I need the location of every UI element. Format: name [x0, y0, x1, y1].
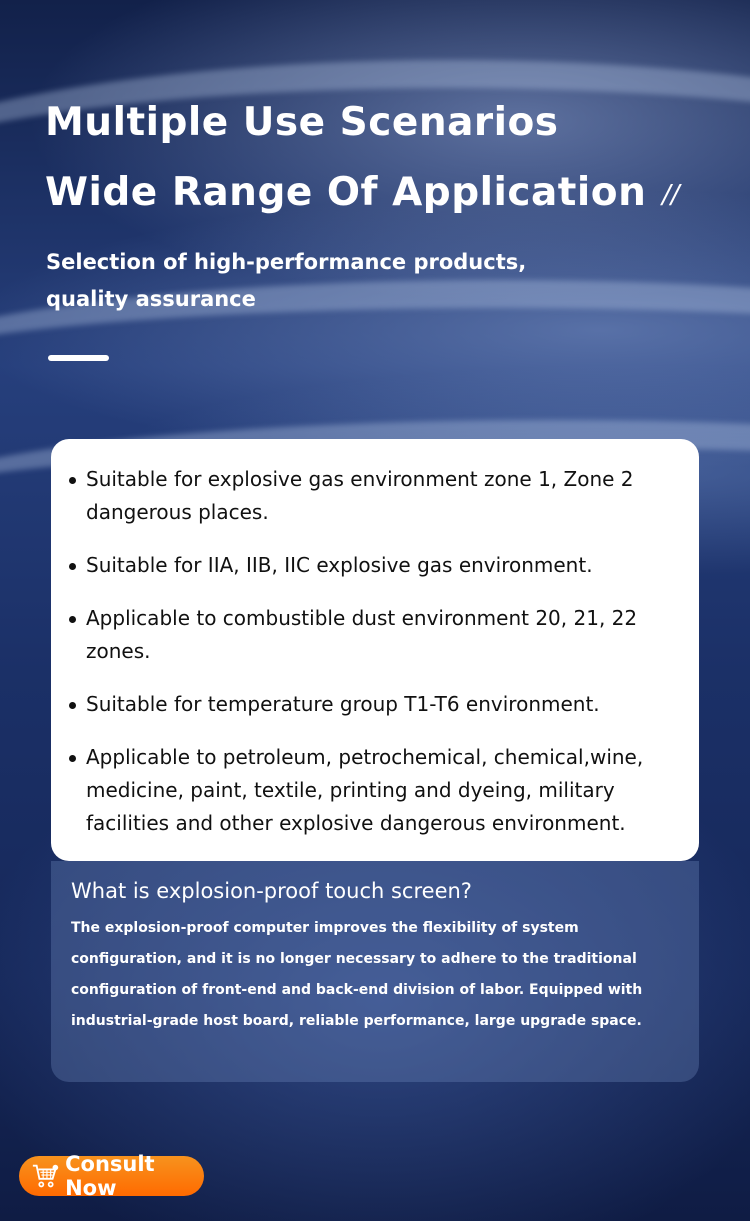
feature-text: Suitable for temperature group T1-T6 environment. — [86, 692, 600, 716]
title-line2: Wide Range Of Application — [45, 170, 647, 215]
bullet-icon — [69, 702, 76, 709]
feature-item — [69, 688, 679, 721]
consult-now-label: Consult Now — [65, 1152, 155, 1200]
subtitle-line1: Selection of high-performance products, — [46, 250, 527, 274]
feature-item — [69, 463, 679, 529]
bullet-icon — [69, 616, 76, 623]
feature-item — [69, 549, 679, 582]
bullet-icon — [69, 755, 76, 762]
features-card — [51, 439, 699, 861]
feature-text: Suitable for IIA, IIB, IIC explosive gas environment. — [86, 553, 593, 577]
consult-now-button[interactable] — [19, 1152, 204, 1200]
feature-text: Applicable to petroleum, petrochemical, chemical,wine, medicine, paint, textile, printing and dyeing, military facilities and other explosive dangerous environment. — [86, 745, 644, 835]
feature-item — [69, 741, 679, 840]
title-line1: Multiple Use Scenarios — [45, 100, 559, 145]
info-panel — [51, 861, 699, 1082]
info-body: The explosion-proof computer improves the flexibility of system configuration, and it is no longer necessary to adhere to the traditional configuration of front-end and back-end division of labor. Equipped with industrial-grade host board, reliable performance, large upgrade space. — [71, 920, 643, 1029]
decor-slash: // — [662, 180, 680, 210]
subtitle — [46, 244, 526, 318]
bullet-icon — [69, 563, 76, 570]
shopping-cart-icon — [31, 1162, 59, 1190]
info-heading: What is explosion-proof touch screen? — [71, 879, 472, 903]
bullet-icon — [69, 477, 76, 484]
subtitle-line2: quality assurance — [46, 287, 256, 311]
feature-text: Suitable for explosive gas environment zone 1, Zone 2 dangerous places. — [86, 467, 634, 524]
divider-bar — [48, 355, 109, 361]
feature-item — [69, 602, 679, 668]
feature-text: Applicable to combustible dust environment 20, 21, 22 zones. — [86, 606, 638, 663]
